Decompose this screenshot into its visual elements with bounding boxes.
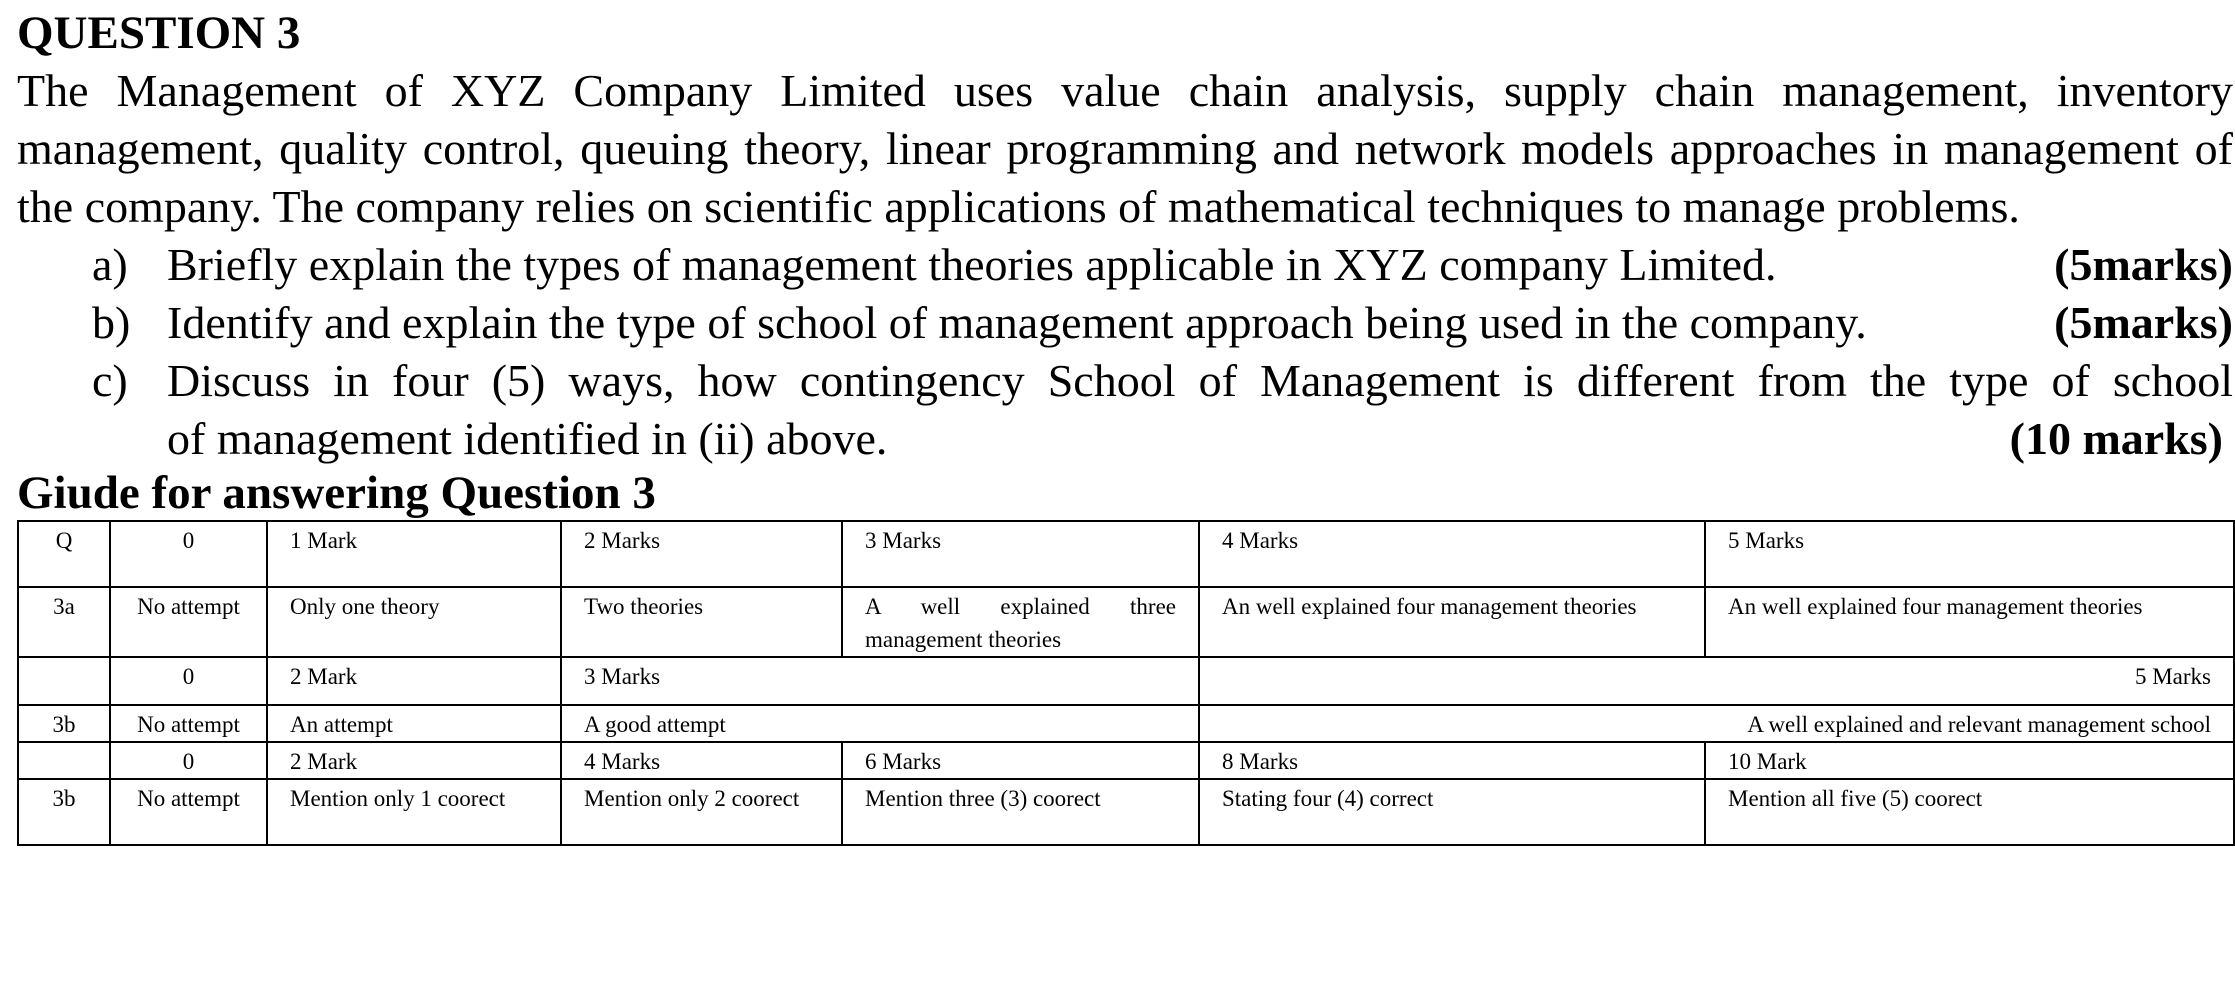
table-cell: 3 Marks — [561, 657, 1199, 705]
table-cell: 1 Mark — [267, 521, 561, 587]
question-title: QUESTION 3 — [17, 7, 301, 59]
exam-page — [17, 0, 2233, 846]
part-b — [17, 294, 2233, 352]
question-intro: The Management of XYZ Company Limited uses value chain analysis, supply chain management, inventory management, quality control, queuing theory, linear programming and network models approaches in management of the company. The company relies on scientific applications of mathematical techniques to manage problems. — [17, 65, 2233, 232]
table-cell: A good attempt — [561, 705, 1199, 742]
table-cell: No attempt — [110, 705, 267, 742]
table-cell: No attempt — [110, 587, 267, 657]
part-b-line — [167, 294, 2233, 352]
table-row — [18, 587, 2234, 657]
table-cell: 3 Marks — [842, 521, 1199, 587]
table-cell: 10 Mark — [1705, 742, 2234, 779]
part-a-line — [167, 236, 2233, 294]
table-cell: No attempt — [110, 779, 267, 845]
part-c-text-line2: of management identified in (ii) above. — [167, 413, 888, 464]
table-cell: 3b — [18, 705, 110, 742]
part-b-letter: b) — [92, 297, 131, 348]
table-cell: 0 — [110, 657, 267, 705]
part-b-text: Identify and explain the type of school of management approach being used in the company. — [167, 297, 1867, 348]
guide-title: Giude for answering Question 3 — [17, 467, 656, 519]
part-c-letter: c) — [92, 355, 128, 406]
table-row — [18, 705, 2234, 742]
part-c — [17, 352, 2233, 468]
table-cell: 6 Marks — [842, 742, 1199, 779]
part-c-line2 — [167, 410, 2233, 468]
table-cell: An well explained four management theories — [1705, 587, 2234, 657]
table-cell: 5 Marks — [1199, 657, 2234, 705]
part-c-body — [167, 352, 2233, 468]
table-row — [18, 521, 2234, 587]
table-cell: Only one theory — [267, 587, 561, 657]
part-a — [17, 236, 2233, 294]
table-cell — [18, 657, 110, 705]
table-row — [18, 742, 2234, 779]
table-cell: 3a — [18, 587, 110, 657]
table-cell: 4 Marks — [1199, 521, 1705, 587]
question-parts — [17, 236, 2233, 468]
marking-guide-table — [17, 520, 2235, 846]
table-cell: Mention three (3) coorect — [842, 779, 1199, 845]
table-cell: A well explained and relevant management school — [1199, 705, 2234, 742]
part-a-marks: (5marks) — [2054, 239, 2233, 290]
part-a-letter: a) — [92, 239, 128, 290]
table-cell — [18, 742, 110, 779]
table-cell: 2 Marks — [561, 521, 842, 587]
part-c-marks: (10 marks) — [2009, 413, 2223, 464]
table-row — [18, 657, 2234, 705]
table-cell: Mention only 2 coorect — [561, 779, 842, 845]
table-cell: 5 Marks — [1705, 521, 2234, 587]
table-row — [18, 779, 2234, 845]
table-cell: A well explained three management theories — [842, 587, 1199, 657]
table-cell: An attempt — [267, 705, 561, 742]
table-cell: An well explained four management theories — [1199, 587, 1705, 657]
table-cell: Mention only 1 coorect — [267, 779, 561, 845]
part-c-text-line1: Discuss in four (5) ways, how contingency School of Management is different from the type of school — [167, 355, 2233, 406]
table-cell: Q — [18, 521, 110, 587]
table-cell: Two theories — [561, 587, 842, 657]
table-cell: 4 Marks — [561, 742, 842, 779]
table-cell: 2 Mark — [267, 742, 561, 779]
table-cell: 0 — [110, 521, 267, 587]
part-b-marks: (5marks) — [2054, 297, 2233, 348]
table-cell: Mention all five (5) coorect — [1705, 779, 2234, 845]
table-cell: 8 Marks — [1199, 742, 1705, 779]
table-cell: 0 — [110, 742, 267, 779]
table-cell: 2 Mark — [267, 657, 561, 705]
table-cell: Stating four (4) correct — [1199, 779, 1705, 845]
part-a-text: Briefly explain the types of management theories applicable in XYZ company Limited. — [167, 239, 1777, 290]
table-cell: 3b — [18, 779, 110, 845]
